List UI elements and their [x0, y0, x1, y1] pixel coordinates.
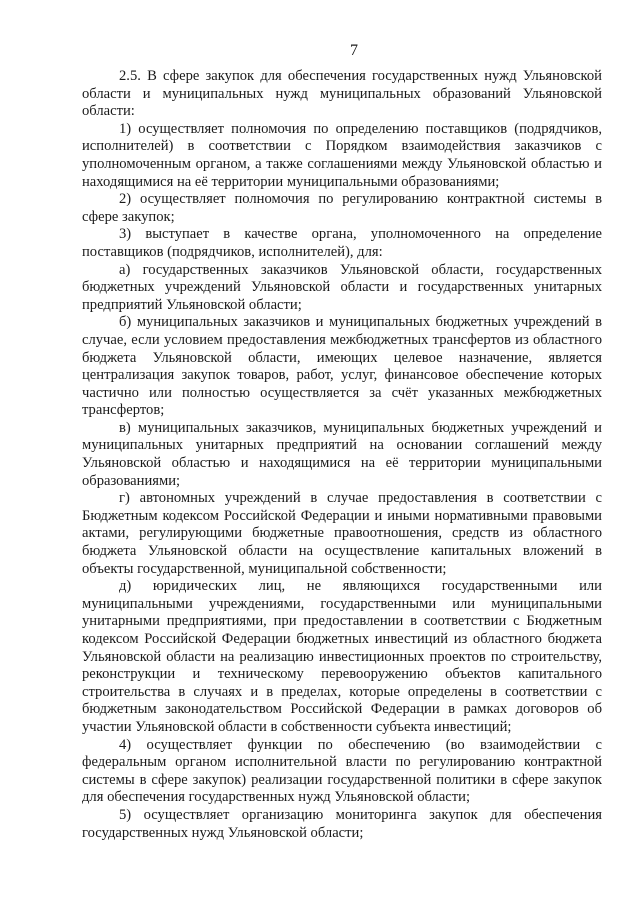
- paragraph-item-3v: в) муниципальных заказчиков, муниципальных бюджетных учреждений и муниципальных унитарных предприятий на основании соглашений между Ульяновской областью и находящимися на её территории муниципальными образованиями;: [82, 419, 602, 489]
- paragraph-item-3a: а) государственных заказчиков Ульяновской области, государственных бюджетных учреждений Ульяновской области и государственных унитарных предприятий Ульяновской области;: [82, 261, 602, 313]
- paragraph-item-5: 5) осуществляет организацию мониторинга закупок для обеспечения государственных нужд Ульяновской области;: [82, 806, 602, 841]
- paragraph-item-1: 1) осуществляет полномочия по определению поставщиков (подрядчиков, исполнителей) в соответствии с Порядком взаимодействия заказчиков с уполномоченным органом, а также соглашениями между Ульяновской областью и находящимися на её территории муниципальными образованиями;: [82, 120, 602, 190]
- paragraph-item-3b: б) муниципальных заказчиков и муниципальных бюджетных учреждений в случае, если условием предоставления межбюджетных трансфертов из областного бюджета Ульяновской области, имеющих целевое назначение, является централизация закупок товаров, работ, услуг, финансовое обеспечение которых частично или полностью осуществляется за счёт указанных межбюджетных трансфертов;: [82, 314, 602, 419]
- page-number: 7: [350, 42, 358, 59]
- paragraph-2-5: 2.5. В сфере закупок для обеспечения государственных нужд Ульяновской области и муниципальных нужд муниципальных образований Ульяновской области:: [82, 68, 602, 120]
- paragraph-item-3: 3) выступает в качестве органа, уполномоченного на определение поставщиков (подрядчиков, исполнителей), для:: [82, 226, 602, 260]
- paragraph-item-3d: д) юридических лиц, не являющихся государственными или муниципальными учреждениями, государственными или муниципальными унитарными предприятиями, при предоставлении в соответствии с Бюджетным кодексом Российской Федерации бюджетных инвестиций из областного бюджета Ульяновской области на реализацию инвестиционных проектов по строительству, реконструкции и техническому перевооружению объектов капитального строительства в случаях и в пределах, которые определены в соответствии с бюджетным законодательством Российской Федерации в рамках договоров об участии Ульяновской области в собственности субъекта инвестиций;: [82, 578, 602, 735]
- paragraph-item-2: 2) осуществляет полномочия по регулированию контрактной системы в сфере закупок;: [82, 191, 602, 225]
- paragraph-item-3g: г) автономных учреждений в случае предоставления в соответствии с Бюджетным кодексом Российской Федерации и иными нормативными правовыми актами, регулирующими бюджетные правоотношения, средств из областного бюджета Ульяновской области на осуществление капитальных вложений в объекты государственной, муниципальной собственности;: [82, 490, 602, 577]
- paragraph-item-4: 4) осуществляет функции по обеспечению (во взаимодействии с федеральным органом исполнительной власти по регулированию контрактной системы в сфере закупок) реализации государственной политики в сфере закупок для обеспечения государственных нужд Ульяновской области;: [82, 736, 602, 806]
